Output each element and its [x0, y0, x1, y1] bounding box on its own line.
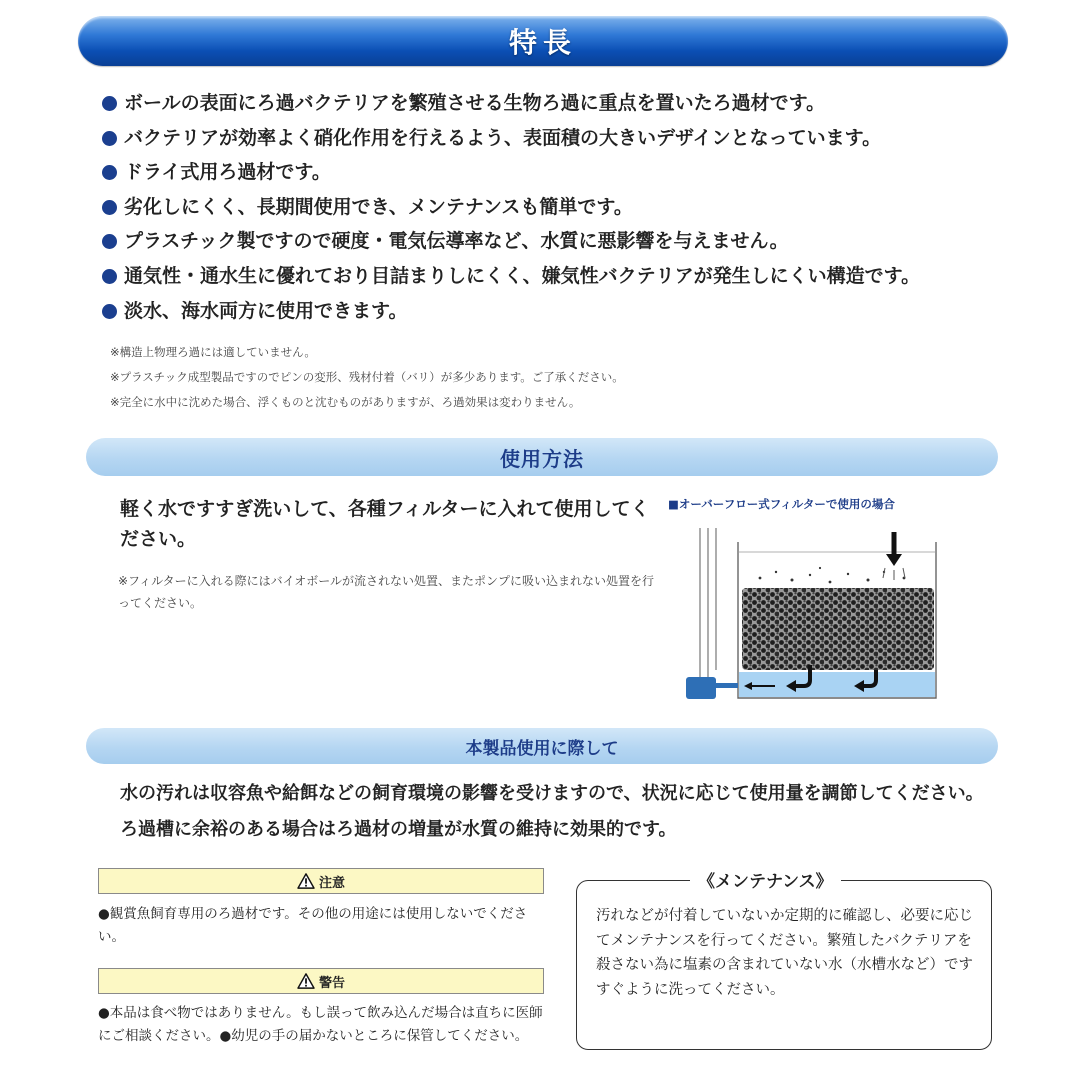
feature-text: ボールの表面にろ過バクテリアを繁殖させる生物ろ過に重点を置いたろ過材です。	[124, 92, 826, 114]
usage-caution-title: 本製品使用に際して	[465, 738, 619, 759]
usage-section-title: 使用方法	[500, 446, 584, 471]
note-line: ※完全に水中に沈めた場合、浮くものと沈むものがありますが、ろ過効果は変わりません。	[110, 395, 581, 409]
warning-text: ●本品は食べ物ではありません。もし誤って飲み込んだ場合は直ちに医師にご相談ください。●幼児の手の届かないところに保管してください。	[98, 1005, 543, 1044]
feature-item	[102, 294, 1062, 329]
bullet-icon	[102, 234, 117, 249]
note-label-bar	[98, 868, 544, 894]
note-label: 注意	[318, 875, 345, 891]
feature-text: バクテリアが効率よく硝化作用を行えるよう、表面積の大きいデザインとなっています。	[124, 126, 882, 149]
feature-item	[102, 224, 1062, 259]
warning-triangle-icon	[297, 873, 315, 889]
feature-text: プラスチック製ですので硬度・電気伝導率など、水質に悪影響を与えません。	[124, 230, 789, 253]
bullet-icon	[102, 269, 117, 284]
feature-list	[102, 86, 1062, 328]
feature-item	[102, 259, 1062, 294]
maintenance-title: 《メンテナンス》	[690, 867, 841, 892]
usage-caution-section-header	[86, 728, 998, 764]
note-line: ※構造上物理ろ過には適していません。	[110, 345, 316, 359]
bullet-icon	[102, 165, 117, 180]
bullet-icon	[102, 131, 117, 146]
bullet-icon	[102, 200, 117, 215]
warning-label: 警告	[318, 975, 345, 991]
page-title: 特長	[508, 26, 577, 59]
bullet-icon	[102, 96, 117, 111]
bullet-icon	[102, 304, 117, 319]
feature-text: 劣化しにくく、長期間使用でき、メンテナンスも簡単です。	[124, 195, 633, 218]
feature-item	[102, 155, 1062, 190]
feature-item	[102, 86, 1062, 121]
feature-text: 淡水、海水両方に使用できます。	[124, 299, 408, 322]
warning-label-bar	[98, 968, 544, 994]
usage-instructions: 軽く水ですすぎ洗いして、各種フィルターに入れて使用してください。	[120, 498, 650, 550]
maintenance-text: 汚れなどが付着していないか定期的に確認し、必要に応じてメンテナンスを行ってください。繁殖したバクテリアを殺さない為に塩素の含まれていない水（水槽水など）ですすぐように洗ってください。	[596, 908, 973, 998]
feature-text: 通気性・通水生に優れており目詰まりしにくく、嫌気性バクテリアが発生しにくい構造です。	[124, 264, 921, 287]
feature-item	[102, 121, 1062, 156]
usage-section-header	[86, 438, 998, 476]
header-banner	[78, 16, 1008, 66]
note-text: ●観賞魚飼育専用のろ過材です。その他の用途には使用しないでください。	[98, 906, 528, 945]
warning-triangle-icon	[297, 973, 315, 989]
usage-caution-text: 水の汚れは収容魚や給餌などの飼育環境の影響を受けますので、状況に応じて使用量を調節してください。ろ過槽に余裕のある場合はろ過材の増量が水質の維持に効果的です。	[120, 783, 984, 840]
note-line: ※プラスチック成型製品ですのでピンの変形、残材付着（バリ）が多少あります。ご了承ください。	[110, 370, 624, 384]
overflow-filter-diagram	[680, 520, 950, 720]
feature-item	[102, 190, 1062, 225]
feature-text: ドライ式用ろ過材です。	[124, 161, 331, 184]
diagram-caption: ■オーバーフロー式フィルターで使用の場合	[668, 497, 895, 511]
usage-note: ※フィルターに入れる際にはバイオボールが流されない処置、またポンプに吸い込まれない処置を行ってください。	[118, 574, 655, 610]
feature-notes	[110, 340, 1010, 415]
